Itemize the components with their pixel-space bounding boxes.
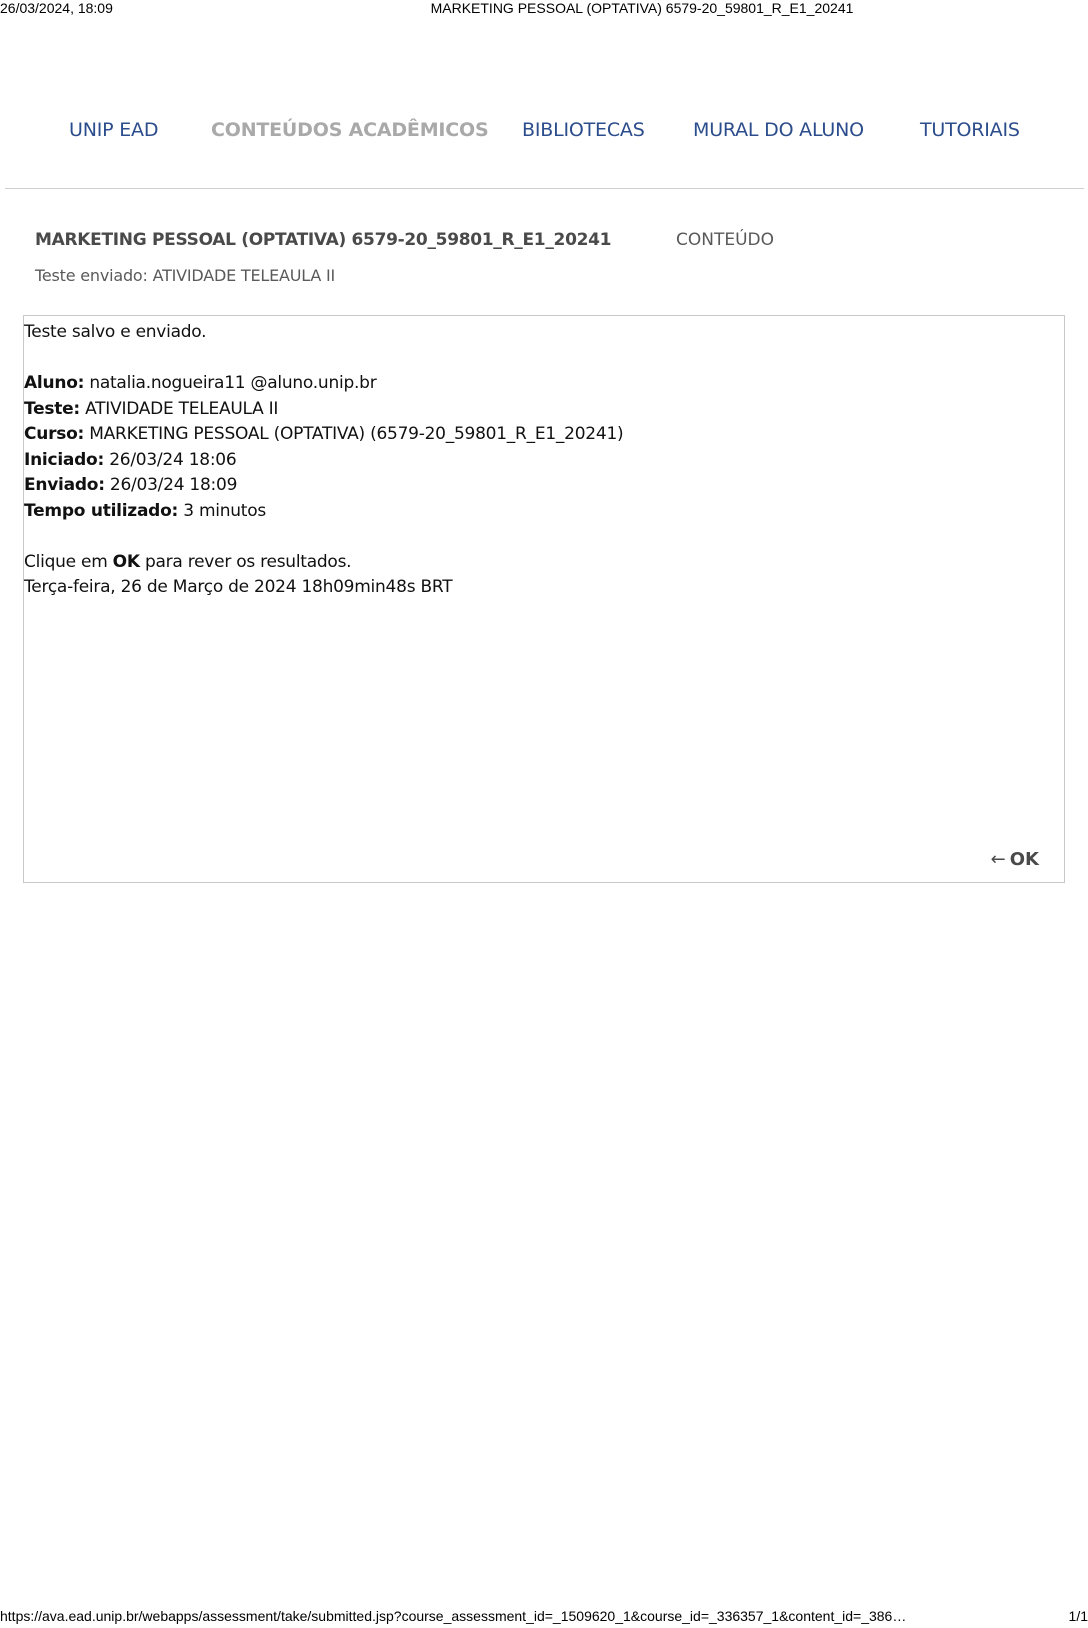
course-label: Curso: (24, 424, 85, 444)
course-row (24, 422, 623, 448)
student-value: natalia.nogueira11 @aluno.unip.br (89, 373, 377, 393)
course-title: MARKETING PESSOAL (OPTATIVA) 6579-20_59801_R_E1_20241 (35, 230, 612, 250)
nav-item-conteudos-academicos[interactable]: CONTEÚDOS ACADÊMICOS (211, 119, 489, 141)
instruction-prefix: Clique em (24, 551, 108, 572)
instruction-suffix: para rever os resultados. (144, 551, 352, 572)
page-subtitle: Teste enviado: ATIVIDADE TELEAULA II (35, 266, 336, 285)
submitted-label: Enviado: (24, 475, 105, 495)
started-value: 26/03/24 18:06 (109, 449, 237, 470)
test-value: ATIVIDADE TELEAULA II (85, 398, 279, 419)
print-url: https://ava.ead.unip.br/webapps/assessment/take/submitted.jsp?course_assessment_id=_1509620_1&course_id=_336357_1&content_id=_386… (0, 1608, 907, 1624)
student-label: Aluno: (24, 373, 85, 393)
started-label: Iniciado: (24, 449, 105, 470)
submission-confirmation-box (23, 315, 1065, 883)
print-footer (0, 1608, 1088, 1626)
confirmation-text (24, 320, 623, 601)
nav-item-mural-do-aluno[interactable]: MURAL DO ALUNO (693, 119, 864, 141)
started-row (24, 448, 623, 474)
nav-item-bibliotecas[interactable]: BIBLIOTECAS (522, 119, 645, 141)
nav-divider (5, 188, 1084, 189)
submitted-row (24, 473, 623, 499)
submission-timestamp: Terça-feira, 26 de Março de 2024 18h09min48s BRT (24, 577, 453, 597)
print-header (0, 0, 1088, 18)
nav-item-unip-ead[interactable]: UNIP EAD (69, 119, 159, 141)
test-label: Teste: (24, 398, 80, 419)
content-link[interactable]: CONTEÚDO (676, 230, 775, 250)
student-row (24, 371, 623, 397)
print-date: 26/03/2024, 18:09 (0, 0, 113, 16)
nav-item-tutoriais[interactable]: TUTORIAIS (920, 119, 1020, 141)
back-arrow-icon: ← (990, 849, 1006, 870)
test-row (24, 397, 623, 423)
print-page-number: 1/1 (1068, 1608, 1088, 1624)
time-used-value: 3 minutos (183, 500, 266, 521)
review-instruction (24, 550, 623, 576)
ok-button[interactable] (991, 849, 1039, 870)
print-title: MARKETING PESSOAL (OPTATIVA) 6579-20_59801_R_E1_20241 (430, 0, 854, 16)
submitted-value: 26/03/24 18:09 (109, 475, 238, 495)
time-used-row (24, 499, 623, 525)
instruction-ok: OK (112, 551, 140, 572)
time-used-label: Tempo utilizado: (24, 500, 179, 521)
course-value: MARKETING PESSOAL (OPTATIVA) (6579-20_59801_R_E1_20241) (89, 424, 624, 444)
ok-button-label: OK (1009, 849, 1039, 870)
top-nav (0, 112, 1088, 148)
status-message: Teste salvo e enviado. (24, 322, 207, 342)
